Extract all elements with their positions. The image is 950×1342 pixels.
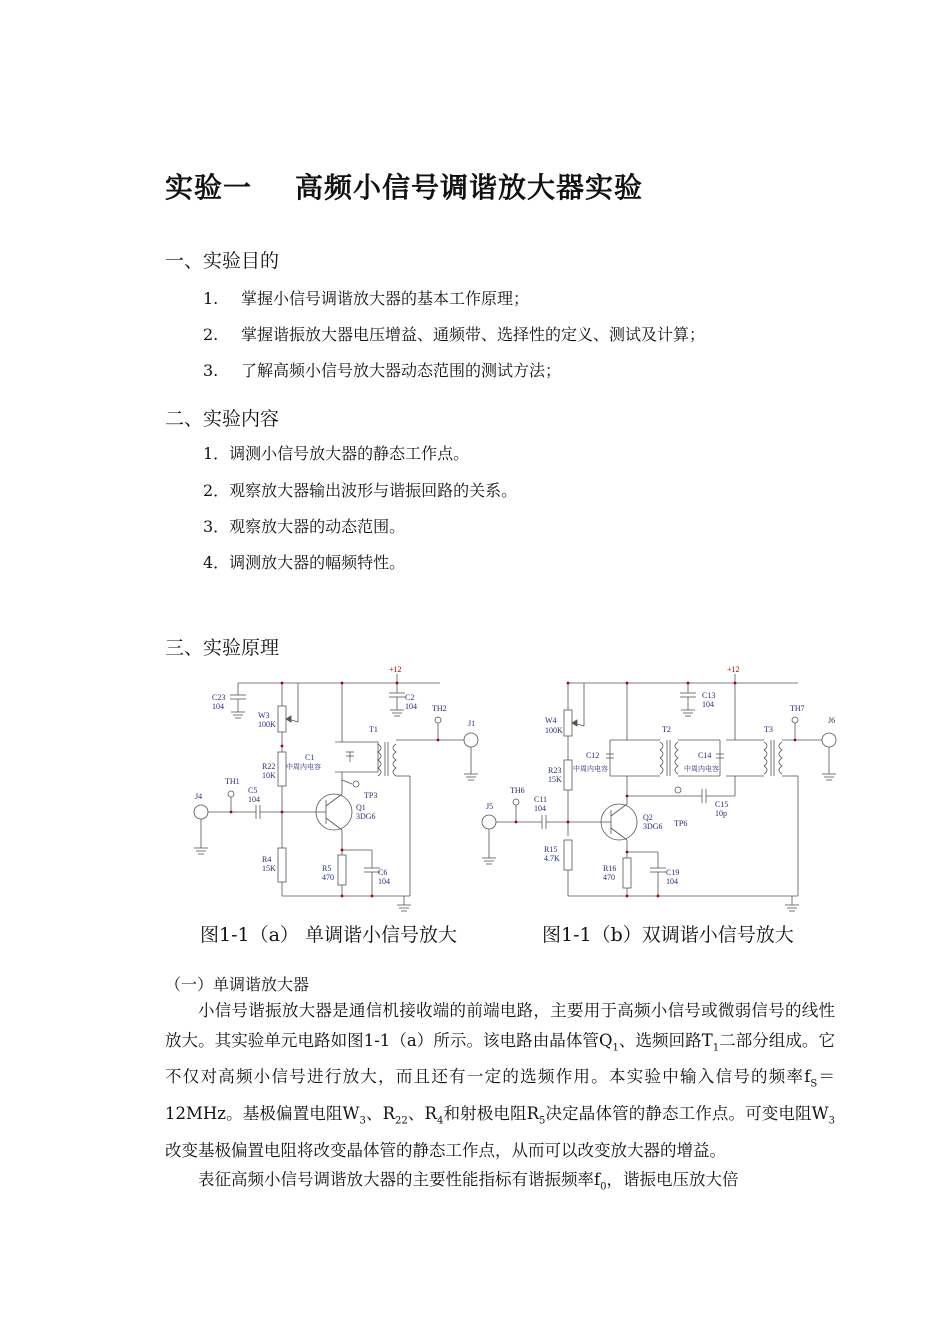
body-text [165, 996, 835, 1202]
label-r4-value: 15K [262, 864, 276, 873]
label-c13: C13 [702, 691, 716, 700]
label-vcc-a: +12 [389, 665, 402, 674]
label-r16: R16 [603, 864, 617, 873]
label-c23-value: 104 [212, 702, 224, 711]
label-t3: T3 [764, 725, 773, 734]
label-c1-value: 中周内电容 [286, 763, 321, 771]
label-tp6: TP6 [674, 819, 688, 828]
paragraph-2: 表征高频小信号调谐放大器的主要性能指标有谐振频率$f_0$，谐振电压放大倍 [198, 1170, 739, 1193]
label-th2: TH2 [432, 704, 447, 713]
label-t2: T2 [662, 725, 671, 734]
label-w4: W4 [545, 716, 557, 725]
list-number: 3. [203, 361, 219, 380]
label-j5: J5 [486, 802, 494, 811]
label-r22: R22 [262, 762, 276, 771]
section-heading-principle: 三、实验原理 [165, 637, 280, 659]
label-r22-value: 10K [262, 771, 276, 780]
figure-caption-a: 图1-1（a） 单调谐小信号放大 [200, 924, 457, 946]
label-q2-value: 3DG6 [643, 822, 663, 831]
label-c19-value: 104 [666, 877, 678, 886]
label-c11-value: 104 [534, 804, 546, 813]
list-item: 1．调测小信号放大器的静态工作点。 [203, 444, 470, 463]
label-r16-value: 470 [603, 873, 615, 882]
list-text: 掌握小信号调谐放大器的基本工作原理； [241, 289, 530, 308]
label-r15: R15 [544, 845, 558, 854]
label-th7: TH7 [790, 704, 805, 713]
page-title: 实验一 高频小信号调谐放大器实验 [165, 171, 643, 204]
label-r5: R5 [322, 864, 332, 873]
label-w3: W3 [258, 711, 270, 720]
circuit-diagrams [0, 660, 950, 920]
label-c5-value: 104 [248, 795, 260, 804]
label-w3-value: 100K [258, 720, 276, 729]
figure-caption-b: 图1-1（b）双调谐小信号放大 [542, 924, 794, 946]
label-q1: Q1 [356, 803, 366, 812]
label-j4: J4 [195, 792, 203, 801]
label-c2: C2 [405, 693, 415, 702]
label-c12: C12 [586, 751, 600, 760]
label-c15: C15 [715, 800, 729, 809]
label-c5: C5 [248, 786, 258, 795]
list-item [203, 286, 529, 309]
label-c2-value: 104 [405, 702, 417, 711]
label-r15-value: 4.7K [544, 854, 560, 863]
label-vcc-b: +12 [727, 665, 740, 674]
label-q2: Q2 [643, 813, 653, 822]
list-number: 2. [203, 325, 219, 344]
label-c1: C1 [305, 753, 315, 762]
label-th1: TH1 [225, 777, 240, 786]
label-c13-value: 104 [702, 700, 714, 709]
section-heading-purpose: 一、实验目的 [165, 250, 280, 272]
subsection-heading: （一）单调谐放大器 [165, 975, 310, 994]
list-text: 了解高频小信号放大器动态范围的测试方法； [241, 361, 562, 380]
label-j1: J1 [468, 719, 476, 728]
label-c15-value: 10p [715, 809, 727, 818]
label-r23-value: 15K [548, 775, 562, 784]
list-item [203, 322, 705, 345]
label-c14: C14 [698, 751, 712, 760]
label-c23: C23 [212, 693, 226, 702]
list-text: 掌握谐振放大器电压增益、通频带、选择性的定义、测试及计算； [241, 325, 706, 344]
label-w4-value: 100K [545, 726, 563, 735]
list-item: 2．观察放大器输出波形与谐振回路的关系。 [203, 481, 518, 500]
list-item: 4．调测放大器的幅频特性。 [203, 553, 406, 572]
label-q1-value: 3DG6 [356, 812, 376, 821]
list-item [203, 358, 561, 381]
list-item: 3．观察放大器的动态范围。 [203, 517, 406, 536]
paragraph-1: 小信号谐振放大器是通信机接收端的前端电路，主要用于高频小信号或微弱信号的线性放大。其实验单元电路如图1-1（a）所示。该电路由晶体管$Q_1$、选频回路$T_1$二部分组成。它不仅对高频小信号进行放大，而且还有一定的选频作用。本实验中输入信号的频率$f_S=12MHz$。基极偏置电阻$W_3$、$R_{22}$、$R_4$和射极电阻$R_5$决定晶体管的静态工作点。可变电阻$W_3$改变基极偏置电阻将改变晶体管的静态工作点，从而可以改变放大器的增益。 [165, 1001, 836, 1160]
label-c6: C6 [378, 868, 388, 877]
label-r23: R23 [548, 766, 562, 775]
label-j6: J6 [828, 716, 836, 725]
label-c11: C11 [534, 795, 548, 804]
list-number: 1. [203, 289, 219, 308]
label-t1: T1 [369, 725, 378, 734]
label-c12-value: 中周内电容 [573, 765, 608, 773]
label-r5-value: 470 [322, 873, 334, 882]
section-heading-content: 二、实验内容 [165, 408, 280, 430]
label-tp3: TP3 [364, 791, 378, 800]
label-r4: R4 [262, 855, 272, 864]
label-c19: C19 [666, 868, 680, 877]
label-c14-value: 中周内电容 [684, 765, 719, 773]
label-c6-value: 104 [378, 877, 390, 886]
label-th6: TH6 [510, 786, 525, 795]
